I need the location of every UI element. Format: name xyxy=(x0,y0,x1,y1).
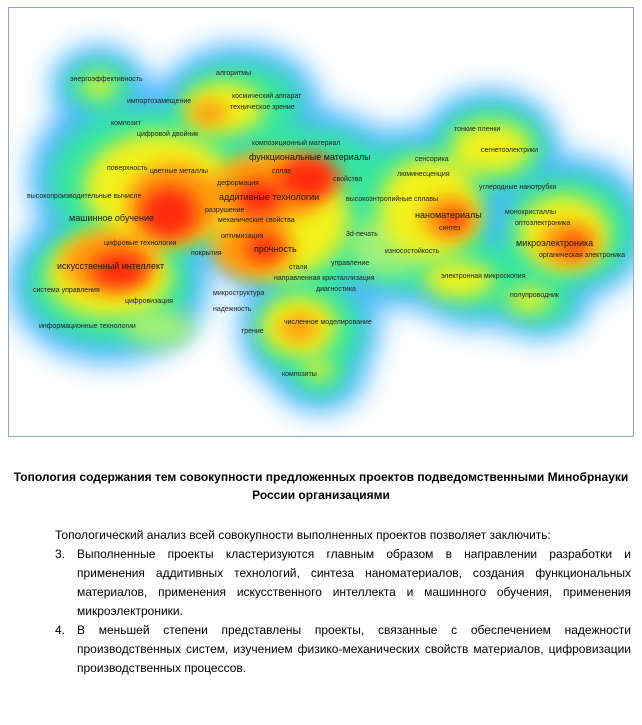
term-mechanical-properties: механические свойства xyxy=(218,217,295,224)
term-digital-twin: цифровой двойник xyxy=(137,131,199,138)
term-info-tech: информационные технологии xyxy=(39,323,136,330)
term-import-substitution: импортозамещение xyxy=(127,98,192,105)
term-composite-material: композиционный материал xyxy=(252,140,341,147)
term-optimization: оптимизация xyxy=(221,233,264,240)
figure-caption: Топология содержания тем совокупности предложенных проектов подведомственными Минобрнауки России организациями xyxy=(13,470,629,502)
term-control-system: система управления xyxy=(33,287,100,294)
finding-text: Выполненные проекты кластеризуются главным образом в направлении разработки и применения аддитивных технологий, синтеза наноматериалов, создания функциональных материалов, применения искусственного интеллекта и машинного обучения, применения микроэлектроники. xyxy=(77,547,631,618)
term-wear-resistance: износостойкость xyxy=(385,248,440,255)
intro-paragraph: Топологический анализ всей совокупности выполненных проектов позволяет заключить: xyxy=(55,528,551,542)
term-nonferrous-metals: цветные металлы xyxy=(150,168,208,175)
term-strength: прочность xyxy=(254,244,297,254)
term-directed-crystallization: направленная кристаллизация xyxy=(274,275,375,282)
term-luminescence: люминесценция xyxy=(397,171,450,178)
conclusions-section xyxy=(55,526,631,678)
finding-number: 4. xyxy=(55,623,66,637)
term-composite: композит xyxy=(111,120,141,127)
term-additive-tech: аддитивные технологии xyxy=(219,192,320,202)
term-control: управление xyxy=(331,260,370,267)
finding-item xyxy=(55,621,631,678)
term-energy-efficiency: энергоэффективность xyxy=(70,76,143,83)
term-destruction: разрушение xyxy=(205,207,245,214)
term-digital-tech: цифровые технологии xyxy=(104,240,177,247)
finding-item xyxy=(55,545,631,621)
term-friction: трение xyxy=(241,328,264,335)
finding-text: В меньшей степени представлены проекты, связанные с обеспечением надежности производственных систем, изучением физико-механических свойств материалов, цифровизации производственных процессов. xyxy=(77,623,631,675)
term-ai: искусственный интеллект xyxy=(57,261,165,271)
term-surface: поверхность xyxy=(107,165,148,172)
term-thin-films: тонкие пленки xyxy=(454,126,501,133)
term-sensorics: сенсорика xyxy=(415,156,449,163)
term-alloy: сплав xyxy=(272,168,291,175)
term-carbon-nanotubes: углеродные нанотрубки xyxy=(479,184,557,191)
term-semiconductor: полупроводник xyxy=(510,292,559,299)
term-optoelectronics: оптоэлектроника xyxy=(515,220,571,227)
term-microstructure: микроструктура xyxy=(213,290,265,297)
term-reliability: надежность xyxy=(213,306,252,313)
term-diagnostics: диагностика xyxy=(316,286,356,293)
term-algorithms: алгоритмы xyxy=(216,70,252,77)
term-digitalization: цифровизация xyxy=(125,298,173,305)
term-high-entropy-alloys: высокоэнтропийные сплавы xyxy=(346,196,439,203)
term-deformation: деформация xyxy=(217,180,259,187)
term-organic-electronics: органическая электроника xyxy=(539,252,626,259)
finding-number: 3. xyxy=(55,547,66,561)
term-3d-print: 3d-печать xyxy=(346,231,378,238)
term-microelectronics: микроэлектроника xyxy=(516,238,594,248)
findings-list xyxy=(55,545,631,678)
term-machine-learning: машинное обучение xyxy=(69,213,155,223)
term-nanomaterials: наноматериалы xyxy=(415,210,482,220)
term-functional-materials: функциональные материалы xyxy=(249,152,371,162)
term-coatings: покрытия xyxy=(191,250,222,257)
term-machine-vision: техническое зрение xyxy=(230,104,295,111)
term-ferroelectrics: сегнетоэлектрики xyxy=(481,147,539,154)
term-electron-microscopy: электронная микроскопия xyxy=(441,273,526,280)
term-numerical-modeling: численное моделирование xyxy=(284,319,372,326)
term-steels: стали xyxy=(289,264,308,271)
term-composites: композиты xyxy=(282,371,317,378)
term-synthesis: синтез xyxy=(439,225,461,232)
term-hpc: высокопроизводительные вычисле xyxy=(27,193,142,200)
term-space-apparatus: космический аппарат xyxy=(232,93,302,100)
term-properties: свойства xyxy=(333,176,363,183)
density-map-figure xyxy=(8,7,634,437)
term-monocrystals: монокристаллы xyxy=(505,209,557,216)
